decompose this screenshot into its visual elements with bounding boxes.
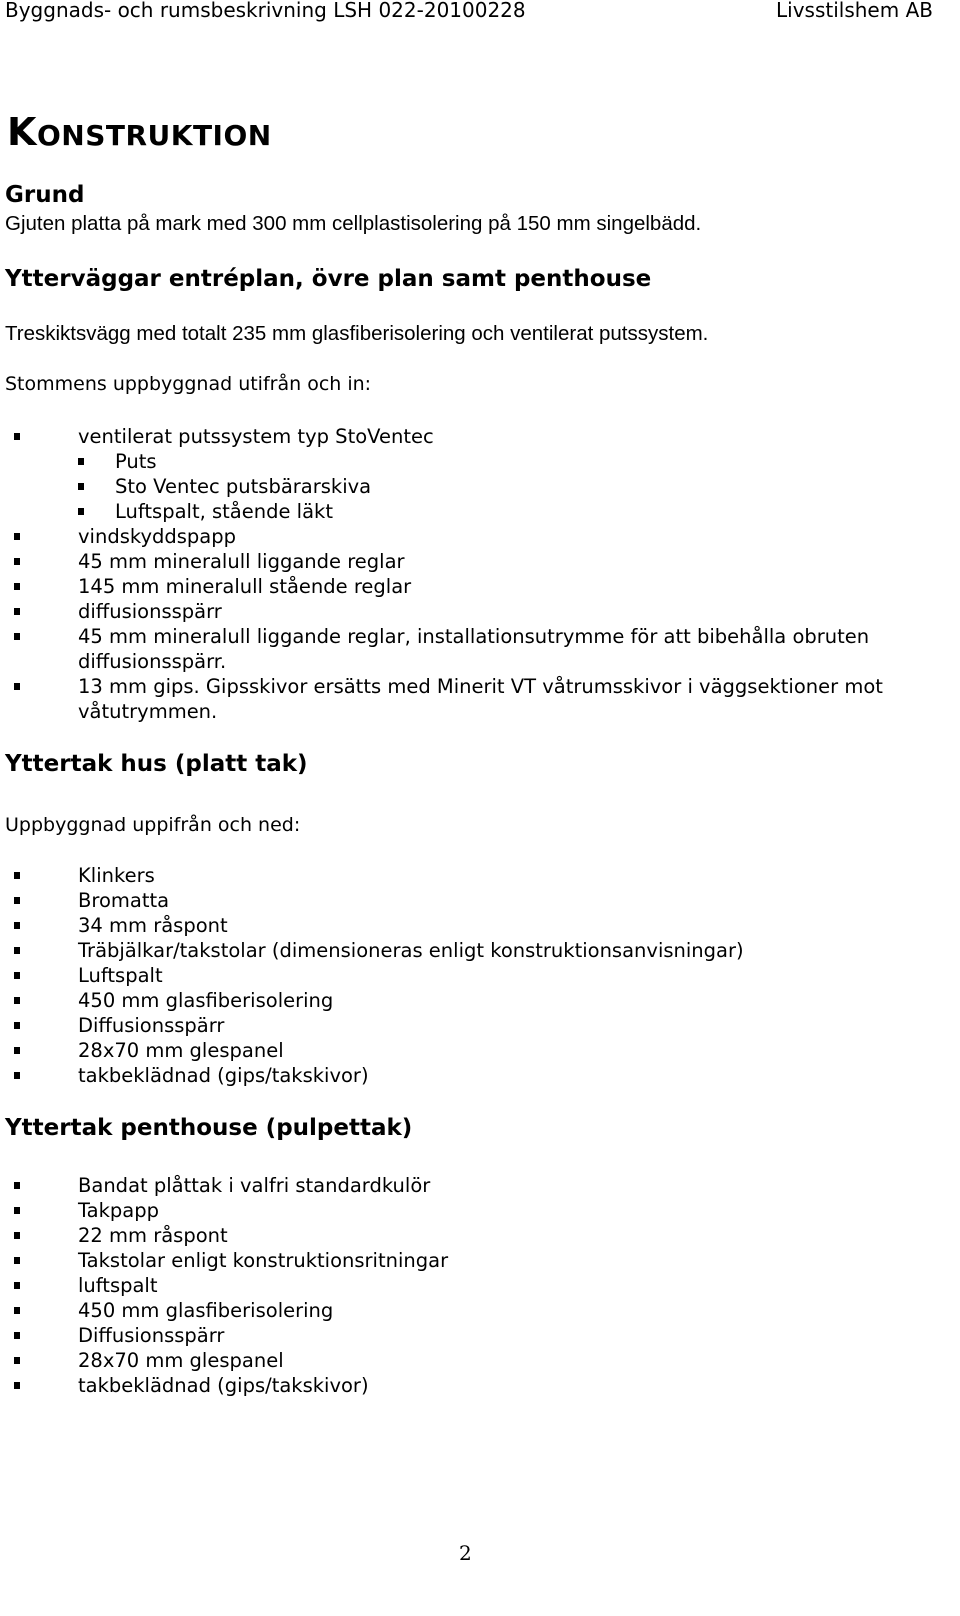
bullet-icon [78,508,84,515]
bullet-icon [14,608,20,615]
list-item: Bandat plåttak i valfri standardkulör [78,1173,430,1198]
list-item: luftspalt [78,1273,158,1298]
bullet-icon [14,872,20,879]
bullet-icon [14,683,20,690]
list-item: 450 mm glasfiberisolering [78,988,333,1013]
list-item: Puts [115,449,157,474]
bullet-icon [14,1357,20,1364]
list-item: 13 mm gips. Gipsskivor ersätts med Minerit VT våtrumsskivor i väggsektioner mot [78,674,883,699]
bullet-icon [14,972,20,979]
bullet-icon [14,633,20,640]
header-right: Livsstilshem AB [776,0,933,22]
list-item: 22 mm råspont [78,1223,228,1248]
bullet-icon [78,483,84,490]
yttertak-hus-heading: Yttertak hus (platt tak) [5,751,308,777]
bullet-icon [14,1332,20,1339]
bullet-icon [14,1022,20,1029]
list-item: Klinkers [78,863,155,888]
list-item: Takpapp [78,1198,159,1223]
bullet-icon [14,1257,20,1264]
bullet-icon [14,433,20,440]
bullet-icon [14,1382,20,1389]
list-item: diffusionsspärr [78,599,222,624]
bullet-icon [14,583,20,590]
list-item: takbeklädnad (gips/takskivor) [78,1373,369,1398]
list-item: Luftspalt [78,963,163,988]
list-item: 45 mm mineralull liggande reglar [78,549,405,574]
bullet-icon [14,1047,20,1054]
list-item: 450 mm glasfiberisolering [78,1298,333,1323]
bullet-icon [78,458,84,465]
bullet-icon [14,1182,20,1189]
bullet-icon [14,1207,20,1214]
list-item: 28x70 mm glespanel [78,1348,284,1373]
list-item: 145 mm mineralull stående reglar [78,574,411,599]
bullet-icon [14,1307,20,1314]
ytterv-sub: Stommens uppbyggnad utifrån och in: [5,373,372,395]
bullet-icon [14,1282,20,1289]
bullet-icon [14,533,20,540]
list-item: 28x70 mm glespanel [78,1038,284,1063]
header-left: Byggnads- och rumsbeskrivning LSH 022-20100228 [5,0,526,22]
list-item-continuation: våtutrymmen. [78,700,218,723]
bullet-icon [14,897,20,904]
list-item: Luftspalt, stående läkt [115,499,333,524]
yttertak-penthouse-heading: Yttertak penthouse (pulpettak) [5,1115,413,1141]
list-item: ventilerat putssystem typ StoVentec [78,424,434,449]
title-rest: ONSTRUKTION [36,119,272,152]
list-item: Bromatta [78,888,169,913]
page-number: 2 [459,1541,472,1565]
ytterv-heading: Ytterväggar entréplan, övre plan samt penthouse [5,266,652,292]
ytterv-intro: Treskiktsvägg med totalt 235 mm glasfiberisolering och ventilerat putssystem. [5,322,709,345]
grund-heading: Grund [5,182,85,208]
list-item: Träbjälkar/takstolar (dimensioneras enligt konstruktionsanvisningar) [78,938,744,963]
bullet-icon [14,922,20,929]
yttertak-hus-sub: Uppbyggnad uppifrån och ned: [5,814,301,836]
list-item: Diffusionsspärr [78,1013,224,1038]
list-item-continuation: diffusionsspärr. [78,650,227,673]
title-initial: K [7,110,37,154]
list-item: Diffusionsspärr [78,1323,224,1348]
list-item: 34 mm råspont [78,913,228,938]
list-item: Takstolar enligt konstruktionsritningar [78,1248,448,1273]
list-item: 45 mm mineralull liggande reglar, installationsutrymme för att bibehålla obruten [78,624,869,649]
list-item: Sto Ventec putsbärarskiva [115,474,371,499]
bullet-icon [14,558,20,565]
bullet-icon [14,997,20,1004]
list-item: takbeklädnad (gips/takskivor) [78,1063,369,1088]
bullet-icon [14,947,20,954]
bullet-icon [14,1072,20,1079]
bullet-icon [14,1232,20,1239]
section-title [7,110,272,154]
grund-text: Gjuten platta på mark med 300 mm cellplastisolering på 150 mm singelbädd. [5,212,702,235]
list-item: vindskyddspapp [78,524,236,549]
